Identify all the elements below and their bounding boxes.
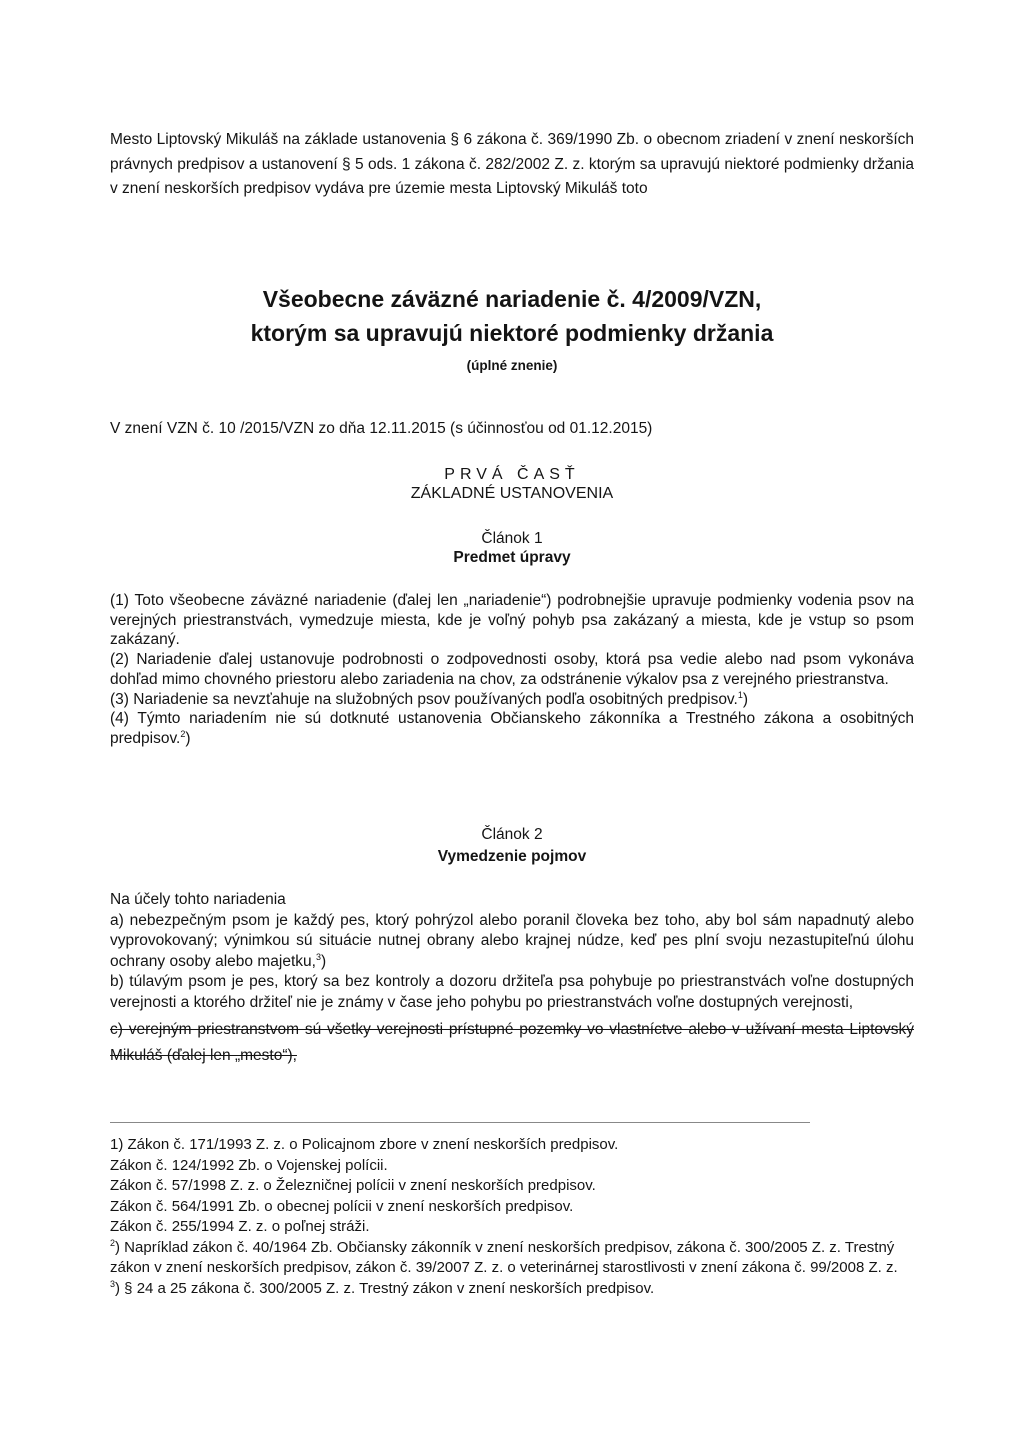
definitions-lead: Na účely tohto nariadenia bbox=[110, 891, 286, 908]
footnote-ref-1-close: ) bbox=[742, 690, 749, 708]
definition-c-struck: c) verejným priestranstvom sú všetky verejnosti prístupné pozemky vo vlastníctve alebo v užívaní mesta Liptovský Mikuláš (ďalej len „mesto“), bbox=[110, 1021, 914, 1064]
article1-paragraph-1: (1) Toto všeobecne záväzné nariadenie (ďalej len „nariadenie“) podrobnejšie upravuje podmienky vodenia psov na verejných priestranstvách, vymedzuje miesta, kde je voľný pohyb psa zakázaný a miesta, kde je vstup so psom zakázaný. bbox=[110, 592, 914, 649]
article1-paragraph-3-text: (3) Nariadenie sa nevzťahuje na služobných psov používaných podľa osobitných predpisov. bbox=[110, 690, 738, 708]
footnote-ref-2: 2 bbox=[180, 728, 186, 739]
article1-paragraph-4-text: (4) Týmto nariadením nie sú dotknuté ustanovenia Občianskeho zákonníka a Trestného zákona a osobitných predpisov. bbox=[110, 710, 914, 747]
article1-paragraph-2: (2) Nariadenie ďalej ustanovuje podrobnosti o zodpovednosti osoby, ktorá psa vedie alebo nad psom vykonáva dohľad mimo chovného priestoru alebo zariadenia na chov, za odstránenie výkalov psa z verejného priestranstva. bbox=[110, 651, 914, 688]
regulation-title bbox=[0, 282, 1024, 350]
preamble-text: Mesto Liptovský Mikuláš na základe ustanovenia § 6 zákona č. 369/1990 Zb. o obecnom zriadení v znení neskorších právnych predpisov a ustanovení § 5 ods. 1 zákona č. 282/2002 Z. z. ktorým sa upravujú niektoré podmienky držania v znení neskorších predpisov vydáva pre územie mesta Liptovský Mikuláš toto bbox=[110, 131, 914, 197]
preamble bbox=[110, 128, 914, 202]
footnote-1-item-2: Zákon č. 124/1992 Zb. o Vojenskej polícii. bbox=[110, 1156, 388, 1174]
footnote-1-item-3: Zákon č. 57/1998 Z. z. o Železničnej polícii v znení neskorších predpisov. bbox=[110, 1177, 596, 1194]
article2-heading: Vymedzenie pojmov bbox=[437, 848, 587, 865]
article1-paragraph-3 bbox=[110, 690, 914, 710]
footnote-ref-3-close: ) bbox=[320, 952, 327, 970]
footnote-ref-1: 1 bbox=[737, 689, 743, 700]
definition-a bbox=[110, 911, 914, 973]
article1-heading: Predmet úpravy bbox=[453, 549, 571, 566]
article1-paragraph-4 bbox=[110, 709, 914, 748]
regulation-title-line1: Všeobecne záväzné nariadenie č. 4/2009/VZN, bbox=[262, 286, 762, 312]
footnotes bbox=[110, 1135, 914, 1299]
footnote-3-marker: 3 bbox=[110, 1278, 116, 1289]
part-subtitle: ZÁKLADNÉ USTANOVENIA bbox=[410, 485, 614, 502]
footnote-divider bbox=[110, 1122, 810, 1123]
footnote-2-marker: 2 bbox=[110, 1237, 116, 1248]
definition-a-text: a) nebezpečným psom je každý pes, ktorý pohrýzol alebo poranil človeka bez toho, aby bol sám napadnutý alebo vyprovokovaný; výnimkou sú situácie nutnej obrany alebo krajnej núdze, keď pes plní svoju nezastupiteľnú úlohu ochrany osoby alebo majetku, bbox=[110, 911, 914, 970]
article1-body bbox=[110, 591, 914, 749]
footnote-1-item-4: Zákon č. 564/1991 Zb. o obecnej polícii v znení neskorších predpisov. bbox=[110, 1197, 574, 1215]
article2-body bbox=[110, 890, 914, 1069]
footnote-3-text: ) § 24 a 25 zákona č. 300/2005 Z. z. Trestný zákon v znení neskorších predpisov. bbox=[115, 1279, 655, 1297]
article1-label: Článok 1 bbox=[481, 530, 543, 547]
article2-label: Článok 2 bbox=[481, 826, 543, 843]
regulation-title-line2: ktorým sa upravujú niektoré podmienky držania bbox=[250, 320, 774, 346]
footnote-2 bbox=[110, 1238, 914, 1279]
footnote-3 bbox=[110, 1279, 914, 1300]
full-text-note: (úplné znenie) bbox=[466, 358, 558, 373]
footnote-1-item-5: Zákon č. 255/1994 Z. z. o poľnej stráži. bbox=[110, 1218, 370, 1235]
part-title: PRVÁ ČASŤ bbox=[444, 466, 580, 483]
footnote-ref-2-close: ) bbox=[185, 729, 191, 747]
footnote-1: 1) Zákon č. 171/1993 Z. z. o Policajnom zbore v znení neskorších predpisov. bbox=[110, 1136, 619, 1153]
footnote-2-text: ) Napríklad zákon č. 40/1964 Zb. Občiansky zákonník v znení neskorších predpisov, zákona č. 300/2005 Z. z. Trestný zákon v znení neskorších predpisov, zákon č. 39/2007 Z. z. o veterinárnej starostlivosti v znení zákona č. 99/2008 Z. z. bbox=[110, 1238, 898, 1276]
definition-b: b) túlavým psom je pes, ktorý sa bez kontroly a dozoru držiteľa psa pohybuje po priestranstvách voľne dostupných verejnosti a ktorého držiteľ nie je známy v čase jeho pohybu po priestranstvách voľne dostupných verejnosti, bbox=[110, 973, 914, 1011]
amendment-note: V znení VZN č. 10 /2015/VZN zo dňa 12.11.2015 (s účinnosťou od 01.12.2015) bbox=[110, 420, 653, 437]
footnote-ref-3: 3 bbox=[315, 951, 321, 962]
